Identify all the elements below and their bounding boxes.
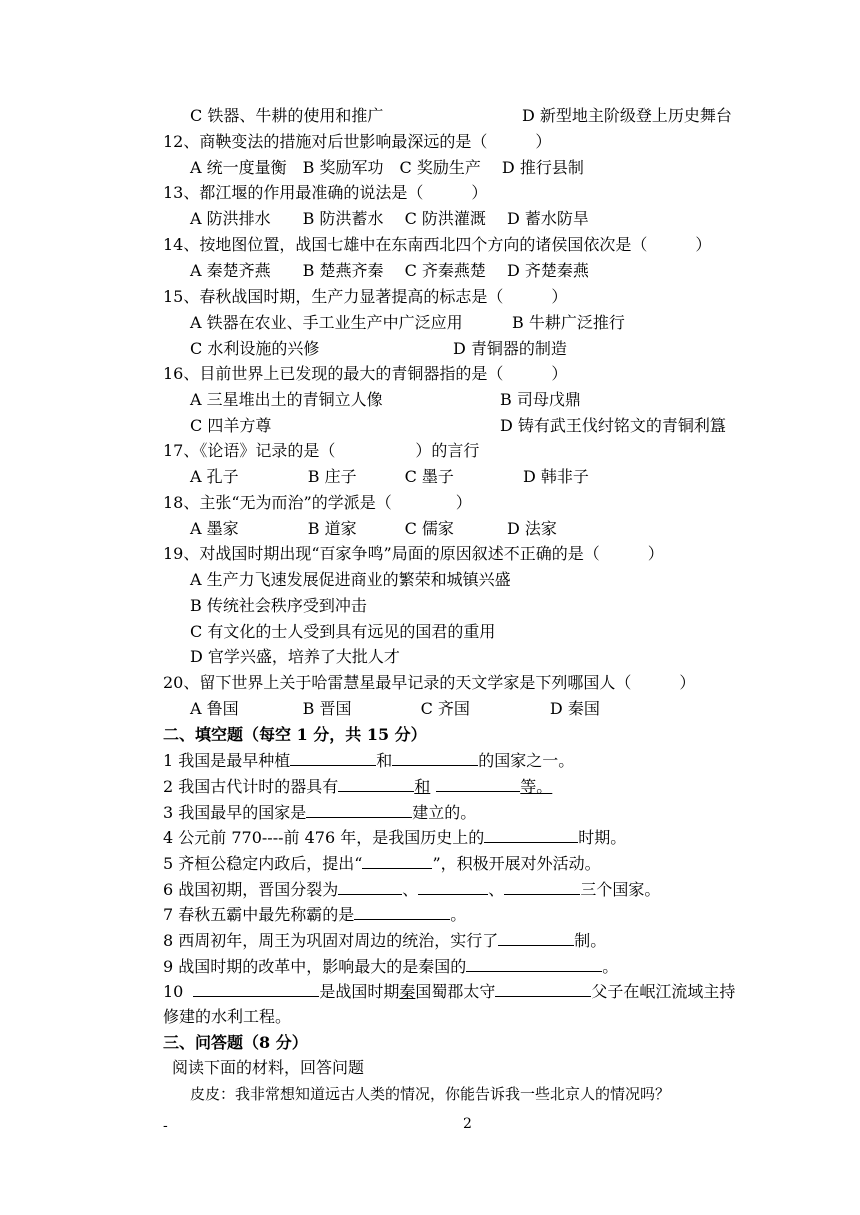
fill-text: 父子在岷江流域主持 <box>591 982 736 1001</box>
fill-text: 、 <box>402 880 419 899</box>
fill-question-10 <box>163 980 735 1003</box>
q12-stem: 12、商鞅变法的措施对后世影响最深远的是（ ） <box>163 132 552 151</box>
q19-option-c: C 有文化的士人受到具有远见的国君的重用 <box>190 622 496 641</box>
fill-text: 建立的。 <box>412 803 477 822</box>
section-heading-fill-blank: 二、填空题（每空 1 分，共 15 分） <box>163 725 427 744</box>
fill-text: 5 齐桓公稳定内政后，提出“ <box>163 854 363 873</box>
answer-blank[interactable] <box>466 955 602 972</box>
fill-text: 、 <box>488 880 505 899</box>
footer-dash: - <box>163 1118 168 1134</box>
answer-blank[interactable] <box>193 980 319 997</box>
q16-option-c: C 四羊方尊 <box>190 416 272 435</box>
q11-option-d: D 新型地主阶级登上历史舞台 <box>522 106 732 125</box>
q19-option-d: D 官学兴盛，培养了大批人才 <box>190 647 400 666</box>
answer-blank[interactable] <box>392 749 478 766</box>
fill-text: 秦 <box>399 982 416 1001</box>
fill-text: 和 <box>414 777 431 796</box>
q16-stem: 16、目前世界上已发现的最大的青铜器指的是（ ） <box>163 364 568 383</box>
fill-question-9 <box>163 955 618 978</box>
q15-option-a: A 铁器在农业、手工业生产中广泛应用 <box>190 313 463 332</box>
fill-text: 三个国家。 <box>580 880 661 899</box>
fill-text: 2 我国古代计时的器具有 <box>163 777 339 796</box>
answer-blank[interactable] <box>338 775 414 792</box>
fill-text: 4 公元前 770----前 476 年，是我国历史上的 <box>163 828 485 847</box>
q16-option-a: A 三星堆出土的青铜立人像 <box>190 390 383 409</box>
answer-blank[interactable] <box>495 980 591 997</box>
fill-question-3 <box>163 801 476 824</box>
fill-text: 7 春秋五霸中最先称霸的是 <box>163 905 355 924</box>
fill-text: 8 西周初年，周王为巩固对周边的统治，实行了 <box>163 931 499 950</box>
fill-question-8 <box>163 929 606 952</box>
q15-option-c: C 水利设施的兴修 <box>190 339 320 358</box>
q19-stem: 19、对战国时期出现“百家争鸣”局面的原因叙述不正确的是（ ） <box>163 544 664 563</box>
fill-question-5 <box>163 852 601 875</box>
fill-text: 6 战国初期，晋国分裂为 <box>163 880 339 899</box>
fill-question-6 <box>163 878 660 901</box>
fill-text: 1 我国是最早种植 <box>163 751 291 770</box>
fill-text: ”，积极开展对外活动。 <box>432 854 601 873</box>
fill-question-4 <box>163 826 626 849</box>
fill-text: 9 战国时期的改革中，影响最大的是秦国的 <box>163 957 467 976</box>
fill-text: 。 <box>602 957 619 976</box>
q18-stem: 18、主张“无为而治”的学派是（ ） <box>163 493 472 512</box>
fill-text: 。 <box>450 905 467 924</box>
fill-question-2 <box>163 775 570 798</box>
fill-text: 等。 <box>520 777 553 796</box>
fill-text: 是战国时期 <box>319 982 400 1001</box>
answer-blank[interactable] <box>498 929 574 946</box>
fill-text: 的国家之一。 <box>478 751 575 770</box>
q17-stem: 17、《论语》记录的是（ ）的言行 <box>163 441 480 460</box>
q20-stem: 20、留下世界上关于哈雷慧星最早记录的天文学家是下列哪国人（ ） <box>163 673 696 692</box>
page-number: 2 <box>463 1116 472 1132</box>
fill-question-7 <box>163 903 466 926</box>
q19-option-a: A 生产力飞速发展促进商业的繁荣和城镇兴盛 <box>190 570 511 589</box>
q11-option-c: C 铁器、牛耕的使用和推广 <box>190 106 384 125</box>
q14-options: A 秦楚齐燕 B 楚燕齐秦 C 齐秦燕楚 D 齐楚秦燕 <box>190 261 589 280</box>
q16-option-b: B 司母戊鼎 <box>500 390 581 409</box>
answer-blank[interactable] <box>354 903 450 920</box>
section-heading-essay: 三、问答题（8 分） <box>163 1033 308 1052</box>
fill-text: 3 我国最早的国家是 <box>163 803 307 822</box>
q18-options: A 墨家 B 道家 C 儒家 D 法家 <box>190 519 557 538</box>
answer-blank[interactable] <box>338 878 402 895</box>
essay-instruction: 阅读下面的材料，回答问题 <box>172 1058 365 1077</box>
q16-option-d: D 铸有武王伐纣铭文的青铜利簋 <box>500 416 726 435</box>
fill-text: 和 <box>376 751 393 770</box>
q19-option-b: B 传统社会秩序受到冲击 <box>190 596 367 615</box>
fill-text: 时期。 <box>578 828 627 847</box>
q13-stem: 13、都江堰的作用最准确的说法是（ ） <box>163 183 488 202</box>
q12-options: A 统一度量衡 B 奖励军功 C 奖励生产 D 推行县制 <box>190 158 584 177</box>
q13-options: A 防洪排水 B 防洪蓄水 C 防洪灌溉 D 蓄水防旱 <box>190 209 589 228</box>
q14-stem: 14、按地图位置，战国七雄中在东南西北四个方向的诸侯国依次是（ ） <box>163 235 712 254</box>
q15-option-d: D 青铜器的制造 <box>453 339 567 358</box>
answer-blank[interactable] <box>418 878 488 895</box>
fill-question-10-continued: 修建的水利工程。 <box>163 1007 292 1026</box>
answer-blank[interactable] <box>504 878 580 895</box>
q15-stem: 15、春秋战国时期，生产力显著提高的标志是（ ） <box>163 287 568 306</box>
fill-text: 制。 <box>574 931 607 950</box>
fill-text: 10 <box>163 982 184 1001</box>
q20-options: A 鲁国 B 晋国 C 齐国 D 秦国 <box>190 699 600 718</box>
fill-question-1 <box>163 749 574 772</box>
fill-text: 国蜀郡太守 <box>415 982 496 1001</box>
essay-dialogue: 皮皮：我非常想知道远古人类的情况，你能告诉我一些北京人的情况吗？ <box>190 1085 671 1103</box>
answer-blank[interactable] <box>362 852 432 869</box>
answer-blank[interactable] <box>436 775 520 792</box>
answer-blank[interactable] <box>290 749 376 766</box>
answer-blank[interactable] <box>306 801 412 818</box>
q15-option-b: B 牛耕广泛推行 <box>512 313 625 332</box>
answer-blank[interactable] <box>484 826 578 843</box>
q17-options: A 孔子 B 庄子 C 墨子 D 韩非子 <box>190 467 589 486</box>
